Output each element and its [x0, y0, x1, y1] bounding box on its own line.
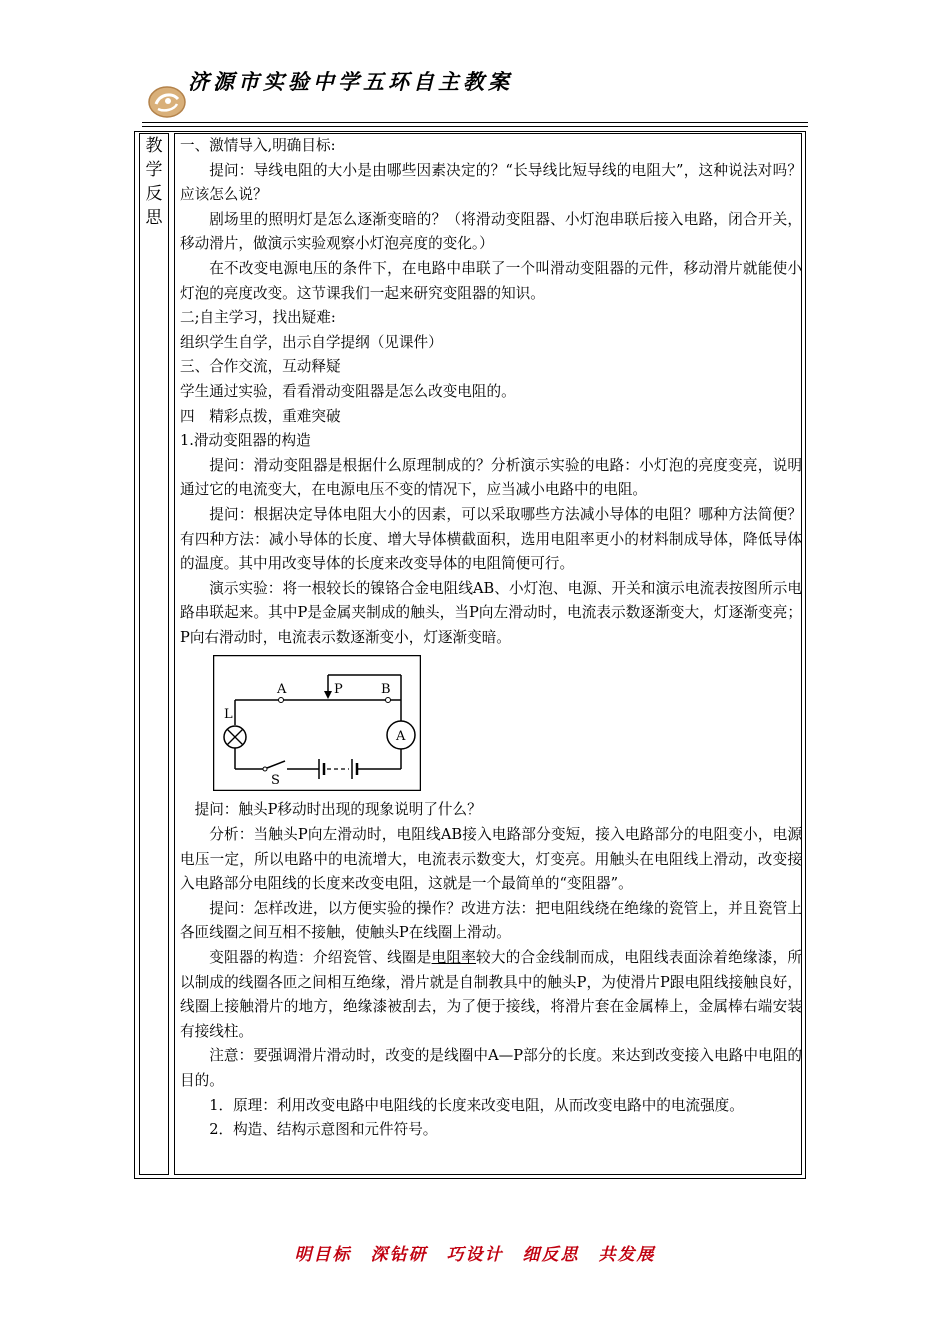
paragraph: 提问：滑动变阻器是根据什么原理制成的？分析演示实验的电路：小灯泡的亮度变亮，说明通过它的电流变大，在电源电压不变的情况下，应当减小电路中的电阻。 [180, 456, 802, 499]
paragraph: 提问：怎样改进，以方便实验的操作？改进方法：把电阻线绕在绝缘的瓷管上，并且瓷管上各匝线圈之间互相不接触，使触头P在线圈上滑动。 [180, 899, 802, 942]
heading: 四 精彩点拨，重难突破 [180, 407, 341, 425]
section-label-char: 反 [145, 184, 163, 204]
paragraph: 组织学生自学，出示自学提纲（见课件） [180, 333, 443, 351]
header-rule [142, 122, 808, 123]
paragraph: 在不改变电源电压的条件下，在电路中串联了一个叫滑动变阻器的元件，移动滑片就能使小灯泡的亮度改变。这节课我们一起来研究变阻器的知识。 [180, 259, 802, 302]
label-cell [139, 133, 169, 1175]
paragraph: 提问：根据决定导体电阻大小的因素，可以采取哪些方法减小导体的电阻？哪种方法简便？有四种方法：减小导体的长度、增大导体横截面积，选用电阻率更小的材料制成导体，降低导体的温度。其中用改变导体的长度来改变导体的电阻简便可行。 [180, 505, 802, 573]
ammeter-label: A [396, 729, 406, 744]
paragraph: 1．原理：利用改变电路中电阻线的长度来改变电阻，从而改变电路中的电流强度。 [209, 1096, 744, 1114]
switch-icon [267, 761, 285, 768]
label-l: L [224, 707, 233, 722]
paragraph: 注意：要强调滑片滑动时，改变的是线圈中A—P部分的长度。来达到改变接入电路中电阻的目的。 [180, 1047, 802, 1089]
lesson-content [180, 134, 802, 1143]
section-label-char: 教 [145, 136, 163, 156]
switch-contact [263, 767, 267, 771]
paragraph: 学生通过实验，看看滑动变阻器是怎么改变电阻的。 [180, 382, 516, 400]
terminal-a [279, 698, 284, 703]
paragraph: 演示实验：将一根较长的镍铬合金电阻线AB、小灯泡、电源、开关和演示电流表按图所示电路串联起来。其中P是金属夹制成的触头，当P向左滑动时，电流表示数逐渐变大，灯逐渐变亮；P向右滑动时，电流表示数逐渐变小，灯逐渐变暗。 [180, 579, 802, 646]
section-label-char: 思 [145, 208, 163, 228]
subheading: 1.滑动变阻器的构造 [180, 432, 311, 450]
school-title: 济源市实验中学五环自主教案 [188, 69, 513, 94]
section-label [143, 134, 165, 230]
section-label-char: 学 [145, 160, 163, 180]
paragraph: 2．构造、结构示意图和元件符号。 [209, 1121, 438, 1139]
circuit-diagram [213, 655, 421, 791]
slider-arrow-icon [324, 691, 332, 699]
heading: 一、激情导入,明确目标: [180, 137, 336, 154]
text-run: 较大的合金线制而成，电阻线表面涂着绝缘漆，所以制成的线圈各匝之间相互绝缘，滑片就是自制教具中的触头P，为使滑片P跟电阻线接触良好，线圈上接触滑片的地方，绝缘漆被刮去，为了便于接线，将滑片套在金属棒上，金属棒右端安装有接线柱。 [180, 949, 802, 1040]
paragraph: 提问：触头P移动时出现的现象说明了什么？ [194, 801, 482, 819]
paragraph: 提问：导线电阻的大小是由哪些因素决定的？“长导线比短导线的电阻大”，这种说法对吗？应该怎么说？ [180, 161, 802, 204]
school-logo-icon [148, 86, 186, 118]
heading: 二;自主学习，找出疑难: [180, 309, 336, 327]
label-p: P [334, 682, 343, 697]
header-rule [142, 126, 808, 127]
paragraph: 剧场里的照明灯是怎么逐渐变暗的？（将滑动变阻器、小灯泡串联后接入电路，闭合开关，移动滑片，做演示实验观察小灯泡亮度的变化。） [180, 210, 802, 253]
paragraph [180, 946, 802, 1044]
label-b: B [381, 682, 391, 697]
text-run: 变阻器的构造：介绍瓷管、线圈是 [209, 949, 432, 967]
heading: 三、合作交流，互动释疑 [180, 358, 341, 376]
term-link: 电阻率 [431, 949, 477, 967]
footer-motto: 明目标 深钻研 巧设计 细反思 共发展 [294, 1245, 656, 1265]
label-a: A [277, 682, 287, 697]
paragraph: 分析：当触头P向左滑动时，电阻线AB接入电路部分变短，接入电路部分的电阻变小，电源电压一定，所以电路中的电流增大，电流表示数变大，灯变亮。用触头在电阻线上滑动，改变接入电路部分电阻线的长度来改变电阻，这就是一个最简单的“变阻器”。 [180, 826, 802, 893]
terminal-b [386, 698, 391, 703]
label-s: S [271, 773, 280, 788]
